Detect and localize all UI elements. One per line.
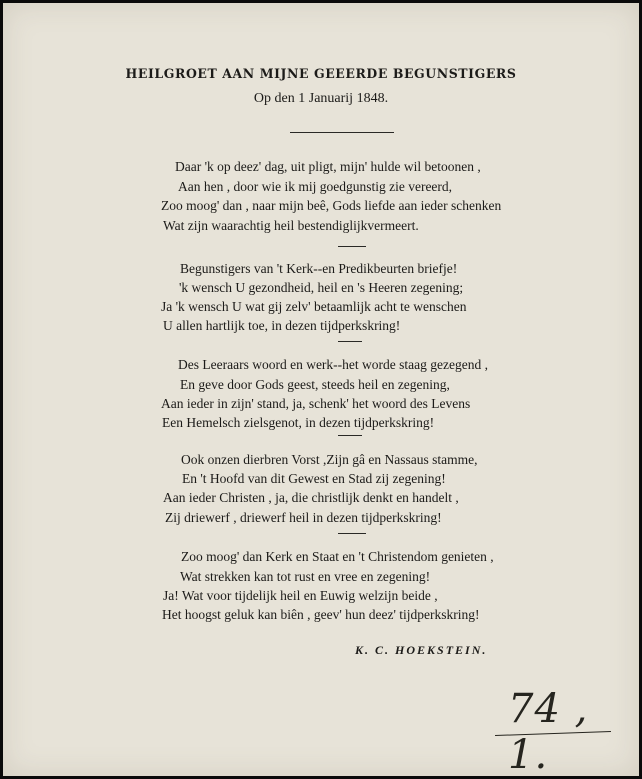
verse-line: Wat zijn waarachtig heil bestendiglijkvermeert.: [163, 218, 419, 233]
verse-line: Begunstigers van 't Kerk--en Predikbeurten briefje!: [180, 261, 458, 276]
stanza-separator: [338, 341, 362, 342]
stanza-separator: [338, 246, 366, 247]
verse-line: Ja! Wat voor tijdelijk heil en Euwig welzijn beide ,: [163, 588, 438, 603]
verse-line: Aan ieder in zijn' stand, ja, schenk' het woord des Levens: [161, 396, 471, 411]
verse-line: U allen hartlijk toe, in dezen tijdperkskring!: [163, 318, 401, 333]
verse-line: Ook onzen dierbren Vorst ,Zijn gâ en Nassaus stamme,: [181, 452, 478, 467]
handwritten-catalog-number: 74 , 1.: [508, 686, 589, 778]
printed-sheet: [3, 3, 639, 776]
verse-line: Zij driewerf , driewerf heil in dezen tijdperkskring!: [165, 510, 442, 525]
verse-line: Zoo moog' dan , naar mijn beê, Gods liefde aan ieder schenken: [161, 198, 502, 213]
poem-title: HEILGROET AAN MIJNE GEEERDE BEGUNSTIGERS: [125, 67, 517, 82]
author-signature: K. C. HOEKSTEIN.: [355, 643, 488, 657]
verse-line: Des Leeraars woord en werk--het worde staag gezegend ,: [178, 357, 488, 372]
verse-line: 'k wensch U gezondheid, heil en 's Heeren zegening;: [179, 280, 464, 295]
verse-line: Een Hemelsch zielsgenot, in dezen tijdperkskring!: [162, 415, 435, 430]
stanza-separator: [338, 533, 366, 534]
verse-line: Zoo moog' dan Kerk en Staat en 't Christendom genieten ,: [181, 549, 494, 564]
verse-line: En 't Hoofd van dit Gewest en Stad zij zegening!: [182, 471, 446, 486]
verse-line: Wat strekken kan tot rust en vree en zegening!: [180, 569, 431, 584]
poem-date: Op den 1 Januarij 1848.: [253, 91, 389, 106]
verse-line: En geve door Gods geest, steeds heil en zegening,: [180, 377, 450, 392]
verse-line: Het hoogst geluk kan biên , geev' hun deez' tijdperkskring!: [162, 607, 480, 622]
stanza-separator: [338, 435, 362, 436]
verse-line: Ja 'k wensch U wat gij zelv' betaamlijk acht te wenschen: [161, 299, 467, 314]
verse-line: Daar 'k op deez' dag, uit pligt, mijn' hulde wil betoonen ,: [175, 159, 481, 174]
verse-line: Aan hen , door wie ik mij goedgunstig zie vereerd,: [178, 179, 453, 194]
title-rule: [290, 132, 394, 133]
verse-line: Aan ieder Christen , ja, die christlijk denkt en handelt ,: [163, 490, 459, 505]
